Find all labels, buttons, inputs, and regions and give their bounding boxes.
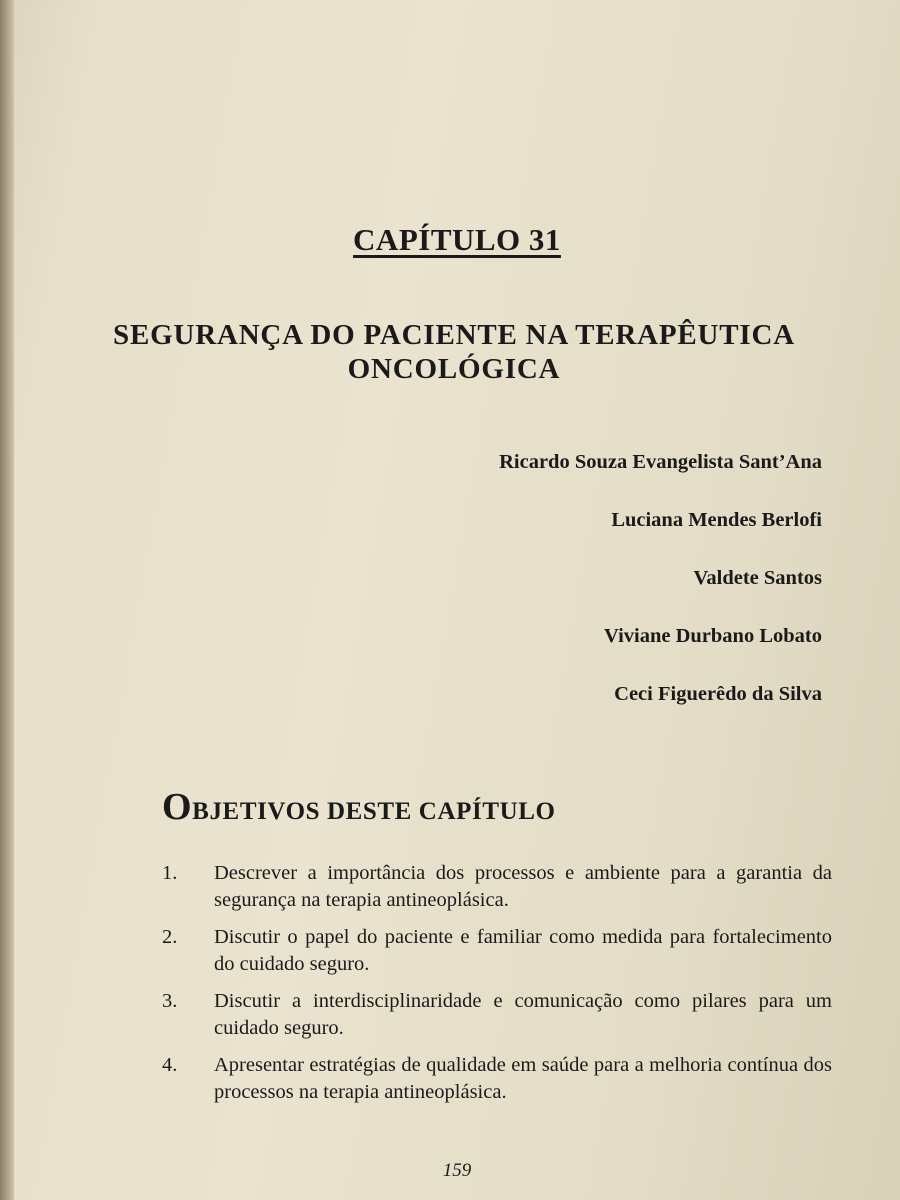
objective-number: 2. <box>162 926 178 948</box>
book-gutter-shadow <box>0 0 14 1200</box>
objectives-heading <box>162 785 556 829</box>
objectives-heading-rest: BJETIVOS DESTE CAPÍTULO <box>192 798 556 825</box>
objectives-heading-initial: O <box>162 786 193 828</box>
author-name: Ceci Figuerêdo da Silva <box>614 683 822 705</box>
author-name: Viviane Durbano Lobato <box>604 625 822 647</box>
objective-text: Apresentar estratégias de qualidade em saúde para a melhoria contínua dos processos na terapia antineoplásica. <box>214 1054 832 1103</box>
author-name: Luciana Mendes Berlofi <box>611 509 822 531</box>
objective-number: 1. <box>162 862 178 884</box>
objective-text: Descrever a importância dos processos e ambiente para a garantia da segurança na terapia antineoplásica. <box>214 862 832 911</box>
objective-item <box>162 860 832 914</box>
objective-text: Discutir a interdisciplinaridade e comunicação como pilares para um cuidado seguro. <box>214 990 832 1039</box>
objective-item <box>162 988 832 1042</box>
chapter-number: CAPÍTULO 31 <box>353 222 561 257</box>
chapter-title: SEGURANÇA DO PACIENTE NA TERAPÊUTICA ONCOLÓGICA <box>113 319 795 385</box>
objective-item <box>162 924 832 978</box>
objective-number: 4. <box>162 1054 178 1076</box>
objective-text: Discutir o papel do paciente e familiar como medida para fortalecimento do cuidado seguro. <box>214 926 832 975</box>
objectives-list <box>162 860 832 1116</box>
author-name: Ricardo Souza Evangelista Sant’Ana <box>499 451 822 473</box>
objective-number: 3. <box>162 990 178 1012</box>
objective-item <box>162 1052 832 1106</box>
author-list <box>499 450 822 740</box>
book-page <box>14 0 900 1200</box>
author-name: Valdete Santos <box>693 567 822 589</box>
page-number: 159 <box>442 1160 472 1181</box>
